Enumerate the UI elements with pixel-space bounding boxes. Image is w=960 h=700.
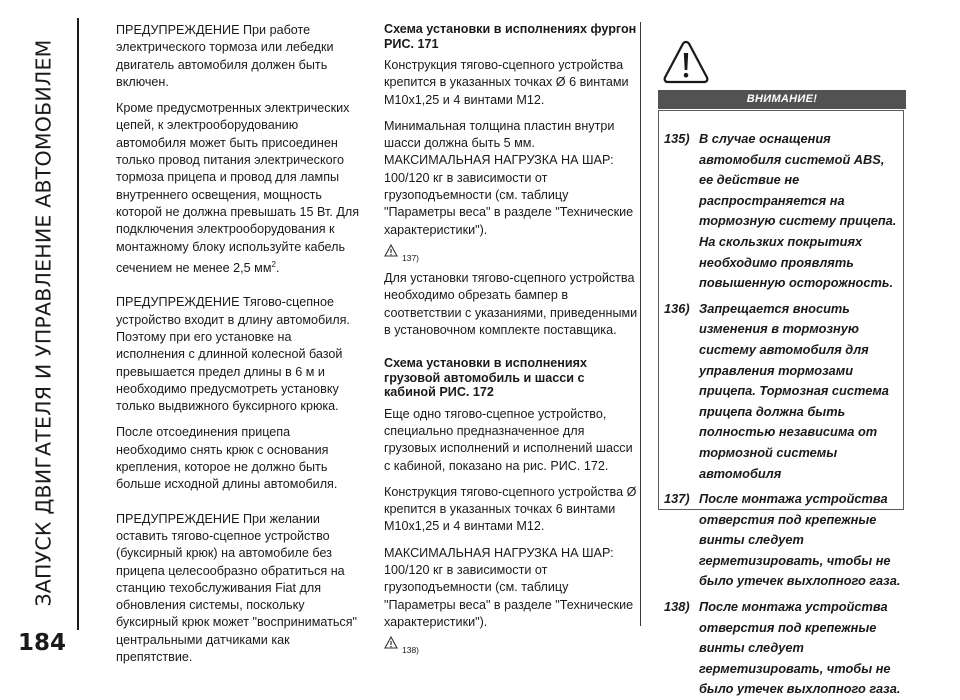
section-title: Схема установки в исполнениях фургон РИС. 171: [384, 22, 637, 51]
side-divider: [77, 18, 79, 630]
warning-box: [658, 110, 904, 697]
warning-header: ВНИМАНИЕ!: [658, 90, 906, 109]
paragraph: После отсоединения прицепа необходимо снять крюк с основания крепления, которое не должно быть больше исходной длины автомобиля.: [116, 425, 338, 492]
warning-item: [664, 299, 901, 484]
text-column-1: [116, 22, 362, 675]
chapter-title-text: ЗАПУСК ДВИГАТЕЛЯ И УПРАВЛЕНИЕ АВТОМОБИЛЕМ: [32, 39, 57, 607]
warning-item-number: 138): [664, 599, 690, 615]
warning-reference-number: 137): [402, 252, 420, 263]
warning-item-text: После монтажа устройства отверстия под крепежные винты следует герметизировать, чтобы не было утечек выхлопного газа.: [699, 491, 901, 589]
paragraph: ПРЕДУПРЕЖДЕНИЕ При желании оставить тягово-сцепное устройство (буксирный крюк) на автомобиле без прицепа целесообразно обратиться на станцию техобслуживания Fiat для обновления системы, поскольку буксирный крюк может "восприниматься" центральными датчиками как препятствие.: [116, 511, 357, 664]
paragraph: Еще одно тягово-сцепное устройство, специально предназначенное для грузовых исполнений и исполнений шасси с кабиной, показано на рис. РИС. 172.: [384, 406, 633, 473]
spacer: [116, 286, 362, 294]
paragraph-end: .: [275, 261, 280, 276]
warning-triangle-icon: [384, 244, 398, 257]
chapter-title: [14, 18, 74, 628]
paragraph: МАКСИМАЛЬНАЯ НАГРУЗКА НА ШАР: 100/120 кг в зависимости от грузоподъемности (см. таблицу "Параметры веса" в разделе "Технические характеристики").: [384, 545, 634, 629]
paragraph: [116, 100, 362, 277]
warning-triangle-icon: [384, 636, 398, 649]
warning-reference-number: 138): [402, 645, 420, 656]
page-number: 184: [18, 630, 67, 656]
warning-triangle-icon: [663, 40, 709, 84]
superscript: 2: [271, 259, 276, 269]
column-divider: [640, 22, 641, 626]
paragraph: Конструкция тягово-сцепного устройства Ø крепится в указанных точках 6 винтами M10x1,25 и 4 винтами M12.: [384, 484, 637, 534]
warning-item-number: 135): [664, 131, 690, 146]
text-column-2: [384, 22, 638, 662]
warning-item: [664, 129, 901, 294]
paragraph: Для установки тягово-сцепного устройства необходимо обрезать бампер в соответствии с указаниями, приведенными в установочном комплекте поставщика.: [384, 270, 638, 337]
spacer: [384, 348, 638, 356]
warning-item-number: 137): [664, 491, 690, 507]
warning-item-number: 136): [664, 300, 690, 316]
paragraph: ПРЕДУПРЕЖДЕНИЕ Тягово-сцепное устройство входит в длину автомобиля. Поэтому при его установке на исполнения с длинной колесной базой превышается предел длины в 6 м и необходимо предусмотреть установку только выдвижного буксирного крюка.: [116, 295, 350, 414]
warning-reference[interactable]: [384, 636, 638, 656]
warning-item-text: После монтажа устройства отверстия под крепежные винты следует герметизировать, чтобы не было утечек выхлопного газа.: [699, 599, 901, 697]
paragraph: Минимальная толщина пластин внутри шасси должна быть 5 мм. МАКСИМАЛЬНАЯ НАГРУЗКА НА ШАР: 100/120 кг в зависимости от грузоподъемности (см. таблицу "Параметры веса" в разделе "Технические характеристики").: [384, 118, 634, 237]
warning-item: [664, 489, 901, 592]
paragraph-text: Кроме предусмотренных электрических цепей, к электрооборудованию автомобиля может быть присоединен только провод питания электрического тормоза прицепа и провод для лампы внутреннего освещения, мощность которой не должна превышать 15 Вт. Для подключения электрооборудования к монтажному блоку используйте кабель сечением не менее 2,5 мм: [116, 101, 360, 276]
paragraph: ПРЕДУПРЕЖДЕНИЕ При работе электрического тормоза или лебедки двигатель автомобиля должен быть включен.: [116, 23, 334, 89]
warning-item-text: В случае оснащения автомобиля системой ABS, ее действие не распространяется на тормозную систему прицепа. На скользких покрытиях необходимо проявлять повышенную осторожность.: [699, 131, 897, 291]
warning-item: [664, 597, 901, 700]
warning-item-text: Запрещается вносить изменения в тормозную систему автомобиля для управления тормозами прицепа. Тормозная система прицепа должна быть полностью независима от тормозной системы автомобиля: [699, 300, 889, 481]
paragraph: Конструкция тягово-сцепного устройства крепится в указанных точках Ø 6 винтами M10x1,25 и 4 винтами M12.: [384, 58, 629, 107]
warning-reference[interactable]: [384, 244, 638, 264]
section-title: Схема установки в исполнениях грузовой автомобиль и шасси с кабиной РИС. 172: [384, 356, 588, 400]
spacer: [116, 503, 362, 511]
